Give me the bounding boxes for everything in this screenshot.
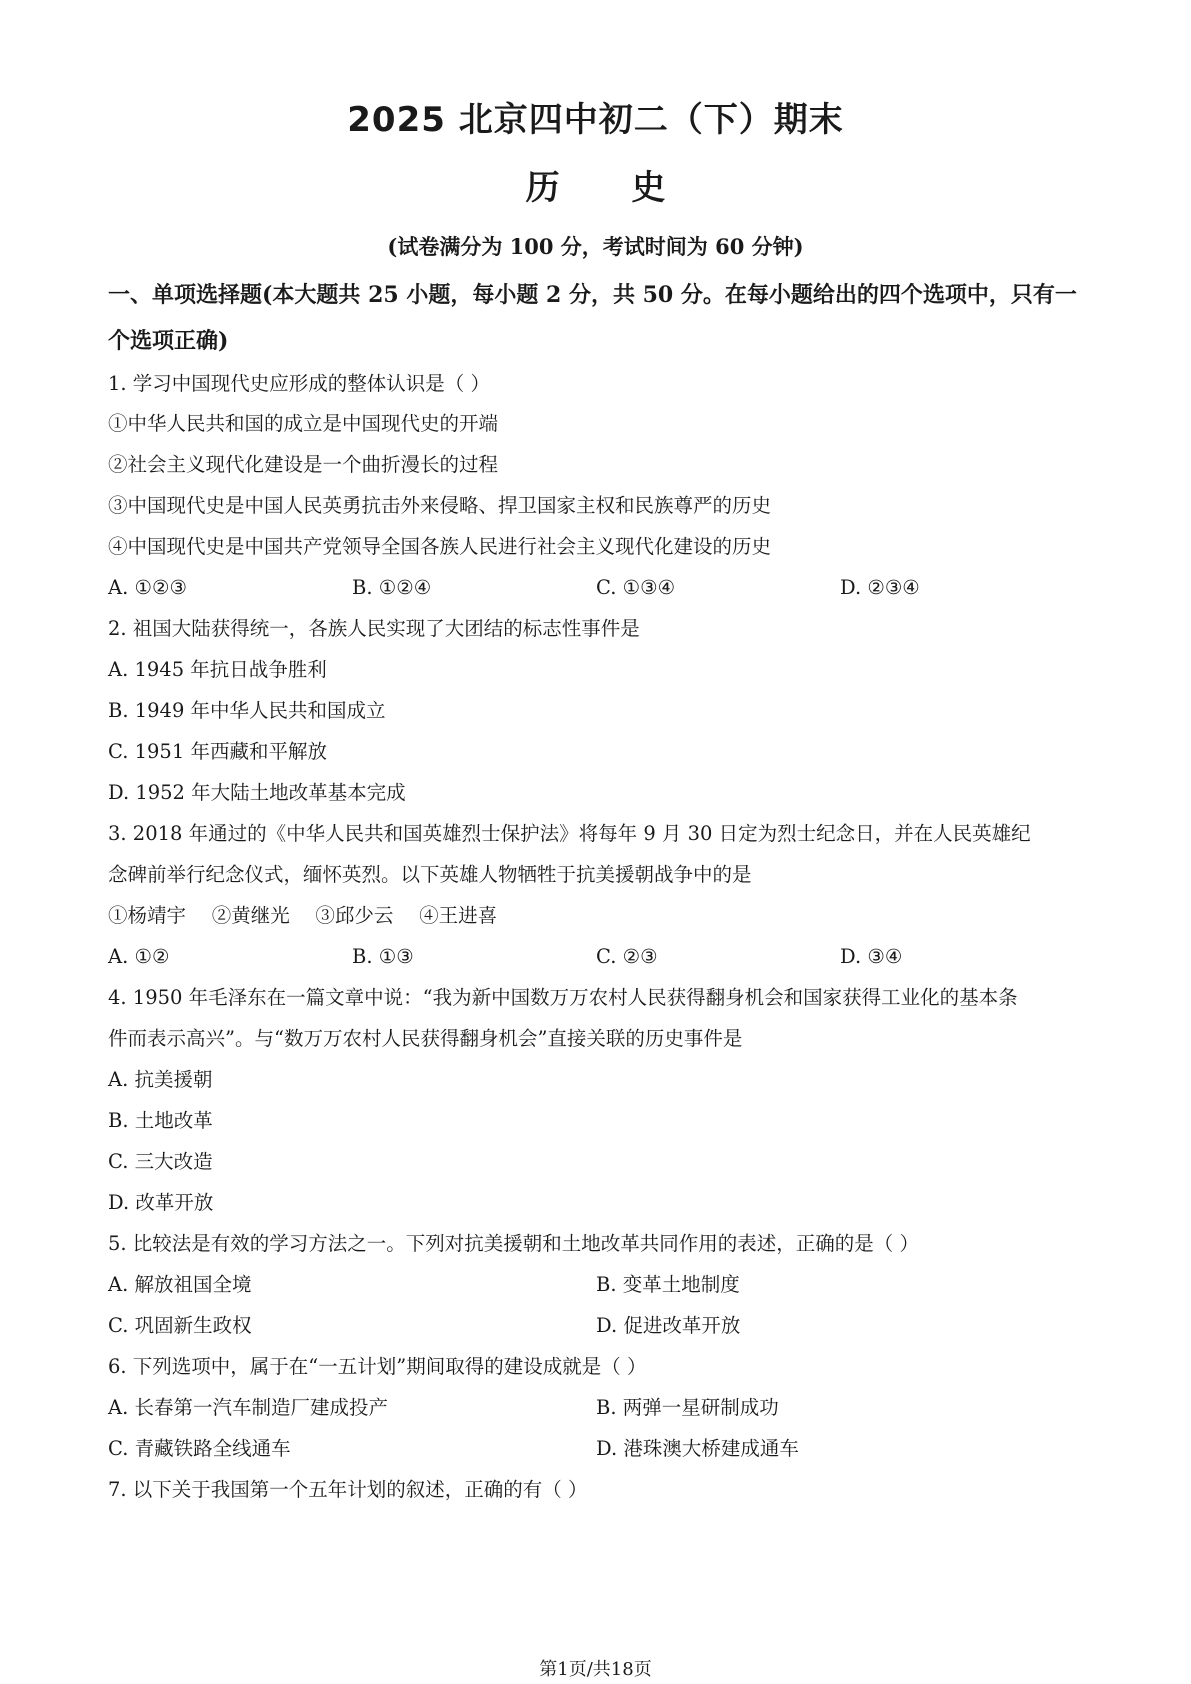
- question-3-option-b: B. ①③: [352, 945, 414, 968]
- question-4-stem: 4. 1950 年毛泽东在一篇文章中说：“我为新中国数万万农村人民获得翻身机会和国家获得工业化的基本条: [108, 986, 1018, 1009]
- question-1-item: ③中国现代史是中国人民英勇抗击外来侵略、捍卫国家主权和民族尊严的历史: [108, 494, 772, 517]
- question-2-option-a: A. 1945 年抗日战争胜利: [108, 658, 327, 681]
- section-heading: 一、单项选择题(本大题共 25 小题，每小题 2 分，共 50 分。在每小题给出的四个选项中，只有一个选项正确): [108, 282, 1077, 354]
- question-5-option-b: B. 变革土地制度: [596, 1273, 740, 1296]
- question-1-stem: 1. 学习中国现代史应形成的整体认识是（ ）: [108, 372, 491, 395]
- question-3-option-c: C. ②③: [596, 945, 658, 968]
- question-3-stem: 3. 2018 年通过的《中华人民共和国英雄烈士保护法》将每年 9 月 30 日定为烈士纪念日，并在人民英雄纪: [108, 822, 1031, 845]
- question-6-option-c: C. 青藏铁路全线通车: [108, 1437, 291, 1460]
- subject-title: 历 史: [525, 168, 666, 208]
- question-4-option-c: C. 三大改造: [108, 1150, 213, 1173]
- question-7-stem: 7. 以下关于我国第一个五年计划的叙述，正确的有（ ）: [108, 1478, 588, 1501]
- question-6-option-b: B. 两弹一星研制成功: [596, 1396, 779, 1419]
- question-5-option-c: C. 巩固新生政权: [108, 1314, 252, 1337]
- exam-note: (试卷满分为 100 分，考试时间为 60 分钟): [387, 234, 804, 259]
- question-1-item: ②社会主义现代化建设是一个曲折漫长的过程: [108, 453, 499, 476]
- question-6-option-d: D. 港珠澳大桥建成通车: [596, 1437, 799, 1460]
- question-2-option-d: D. 1952 年大陆土地改革基本完成: [108, 781, 406, 804]
- question-3-stem-cont: 念碑前举行纪念仪式，缅怀英烈。以下英雄人物牺牲于抗美援朝战争中的是: [108, 863, 752, 886]
- question-5-stem: 5. 比较法是有效的学习方法之一。下列对抗美援朝和土地改革共同作用的表述，正确的是（ ）: [108, 1232, 920, 1255]
- question-5-option-a: A. 解放祖国全境: [108, 1273, 252, 1296]
- question-1-option-b: B. ①②④: [352, 576, 432, 599]
- question-2-option-b: B. 1949 年中华人民共和国成立: [108, 699, 386, 722]
- exam-title: 2025 北京四中初二（下）期末: [347, 100, 844, 140]
- question-6-option-a: A. 长春第一汽车制造厂建成投产: [108, 1396, 388, 1419]
- question-3-option-d: D. ③④: [840, 945, 903, 968]
- page-number: 第1页/共18页: [539, 1659, 652, 1680]
- question-3-option-a: A. ①②: [108, 945, 170, 968]
- question-4-option-b: B. 土地改革: [108, 1109, 213, 1132]
- question-1-option-a: A. ①②③: [108, 576, 187, 599]
- question-4-option-a: A. 抗美援朝: [108, 1068, 213, 1091]
- question-2-option-c: C. 1951 年西藏和平解放: [108, 740, 327, 763]
- question-1-option-c: C. ①③④: [596, 576, 676, 599]
- question-1-item: ①中华人民共和国的成立是中国现代史的开端: [108, 412, 499, 435]
- question-6-stem: 6. 下列选项中，属于在“一五计划”期间取得的建设成就是（ ）: [108, 1355, 647, 1378]
- question-2-stem: 2. 祖国大陆获得统一，各族人民实现了大团结的标志性事件是: [108, 617, 640, 640]
- question-1-option-d: D. ②③④: [840, 576, 920, 599]
- question-4-stem-cont: 件而表示高兴”。与“数万万农村人民获得翻身机会”直接关联的历史事件是: [108, 1027, 743, 1050]
- question-1-item: ④中国现代史是中国共产党领导全国各族人民进行社会主义现代化建设的历史: [108, 535, 772, 558]
- question-3-items: ①杨靖宇 ②黄继光 ③邱少云 ④王进喜: [108, 904, 498, 927]
- question-4-option-d: D. 改革开放: [108, 1191, 214, 1214]
- question-5-option-d: D. 促进改革开放: [596, 1314, 741, 1337]
